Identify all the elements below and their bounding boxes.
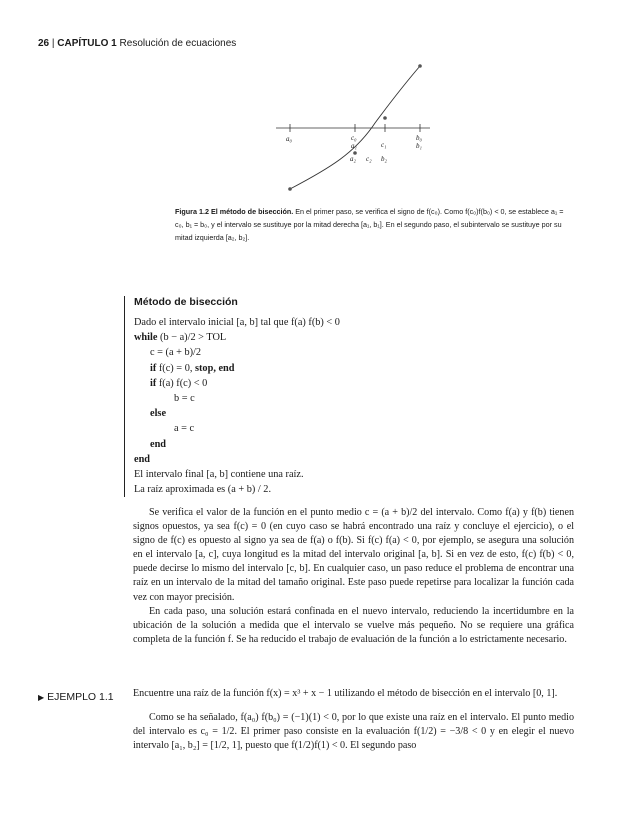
label-b0: b₀ — [416, 134, 422, 142]
keyword-end: , end — [213, 362, 235, 374]
algorithm-title: Método de bisección — [134, 296, 238, 308]
algo-line: Dado el intervalo inicial [a, b] tal que f(a) f(b) < 0 — [134, 317, 340, 328]
label-c1: c₁ — [381, 141, 387, 149]
paragraph: Se verifica el valor de la función en el punto medio c = (a + b)/2 del intervalo. Como f(a) y f(b) tienen signos opuestos, ya sea f(c) = 0 (en cuyo caso se habrá encontrado una raíz y concluye el ejercicio), o el signo de f(c) es opuesto al signo ya sea de f(a) o f(b). Si f(c) f(a) < 0, por ejemplo, se asegura una solución en el intervalo [a, c], cuya longitud es la mitad del intervalo original [a, b]. Si en vez de esto, f(c) f(b) < 0, puede decirse lo mismo del intervalo [c, b]. En cualquier caso, un paso reduce el problema de encontrar una raíz en un intervalo de la mitad del tamaño original. Este paso puede repetirse para localizar la función cada vez con mayor precisión. — [133, 507, 574, 603]
algo-line — [134, 330, 564, 345]
label-b1: b₁ — [416, 142, 422, 150]
example-label — [38, 691, 114, 703]
algo-line: b = c — [174, 393, 195, 405]
label-a1: a₁ — [351, 142, 357, 150]
algo-condition: (b − a)/2 > TOL — [160, 332, 227, 344]
keyword-if: if — [150, 377, 157, 389]
algo-line: La raíz aproximada es (a + b) / 2. — [134, 484, 272, 496]
caption-label: Figura 1.2 El método de bisección. — [175, 207, 294, 216]
algo-line — [134, 361, 564, 376]
point-b — [418, 64, 422, 68]
algo-line: c = (a + b)/2 — [150, 347, 202, 359]
label-a0: a₀ — [286, 135, 292, 143]
algo-line: El intervalo final [a, b] contiene una raíz. — [134, 469, 304, 481]
caption-text: En el primer paso, se verifica el signo de f(c₀). Como f(c₀)f(b₀) < 0, se establece a₁ = c₀, b₁ = b₀, y el intervalo se sustituye por la mitad derecha [a₁, b₁]. En el segundo paso, el subintervalo se sustituye por su mitad izquierda [a₂, b₂]. — [175, 207, 564, 242]
keyword-stop: stop — [195, 362, 214, 374]
chapter-label: CAPÍTULO 1 — [57, 38, 117, 49]
algo-line — [134, 376, 564, 391]
algo-line: a = c — [174, 423, 195, 435]
running-header — [38, 38, 236, 49]
label-c0: c₀ — [351, 134, 357, 142]
header-separator: | — [51, 38, 55, 49]
body-text — [133, 506, 574, 647]
paragraph: En cada paso, una solución estará confinada en el nuevo intervalo, reduciendo la incertidumbre en la ubicación de la solución a medida que el intervalo se vuelve más pequeño. No se requiere una gráfica completa de la función f. Se ha reducido el trabajo de evaluación de la función a lo estrictamente necesario. — [133, 605, 574, 645]
label-b2: b₂ — [381, 155, 387, 163]
algorithm-box — [124, 296, 564, 497]
bisection-figure — [270, 58, 440, 198]
algo-line: end — [134, 453, 151, 465]
keyword-if: if — [150, 362, 157, 374]
algo-condition: f(a) f(c) < 0 — [158, 377, 208, 389]
algo-condition: f(c) = 0, — [158, 362, 195, 374]
triangle-marker-icon: ▶ — [38, 693, 45, 702]
point-a — [288, 187, 292, 191]
algo-line: else — [150, 408, 167, 420]
point-c1 — [383, 116, 387, 120]
page-number: 26 — [38, 38, 50, 49]
example-block — [133, 687, 574, 753]
figure-caption — [175, 205, 570, 244]
example-statement: Encuentre una raíz de la función f(x) = x³ + x − 1 utilizando el método de bisección en el intervalo [0, 1]. — [133, 688, 558, 699]
label-c2: c₂ — [366, 155, 372, 163]
keyword-while: while — [134, 332, 158, 344]
label-a2: a₂ — [350, 155, 356, 163]
chapter-title: Resolución de ecuaciones — [119, 38, 237, 49]
example-number: EJEMPLO 1.1 — [47, 691, 114, 703]
algo-line: end — [150, 438, 167, 450]
example-solution: Como se ha señalado, f(a₀) f(b₀) = (−1)(1) < 0, por lo que existe una raíz en el intervalo. El punto medio del intervalo es c₀ = 1/2. El primer paso consiste en la evaluación f(1/2) = −3/8 < 0 y en elegir el nuevo intervalo [a₁, b₂] = [1/2, 1], puesto que f(1/2)f(1) < 0. El segundo paso — [133, 712, 574, 752]
